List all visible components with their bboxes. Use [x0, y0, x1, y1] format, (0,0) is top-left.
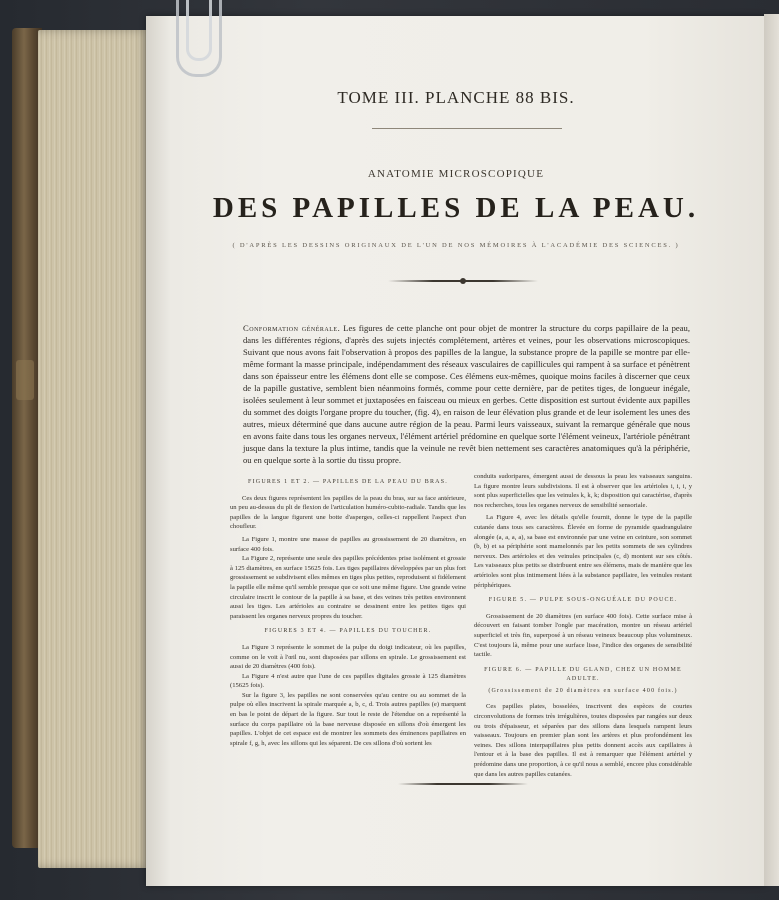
ornament-rule-bottom — [398, 783, 528, 785]
ornament-center — [460, 278, 466, 284]
paragraph: conduits sudoripares, émergent aussi de dessous la peau les vaisseaux sanguins. La figure montre leurs subdivisions. Il est à observer que les artérioles i, i, i, y sont plus superficielles que les veinules k, k, k; disposition qui caractérise, d'après nos recherches, tous les organes nerveux de sensibilité sensoriale. — [474, 473, 692, 509]
title-rule — [372, 128, 562, 129]
paragraph: La Figure 3 représente le sommet de la pulpe du doigt indicateur, où les papilles, comme on le voit à l'œil nu, sont disposées par sillons en spirale. Le grossissement est aussi de 20 diamètres (400 fois). — [230, 643, 466, 671]
cover-worn-spot — [16, 360, 34, 400]
paragraph: La Figure 4 n'est autre que l'une de ces papilles digitales grossie à 125 diamètres (15625 fois). — [230, 672, 466, 690]
paragraph: La Figure 4, avec les détails qu'elle fournit, donne le type de la papille cutanée dans tous ses caractères. Élevée en forme de pyramide quadrangulaire alongée (a, a, a, a), sa base est environnée par une veine en ceinture, son sommet (b, b) et sa périphérie sont mamelonnés par les petits sommets de ses cylindres nerveux. Des artérioles et des veinules principales (c, d) montent sur ses côtés. Les vaisseaux plus petits se distribuent entre ses élémens, mais de manière que les artérioles sont plus intimement liées à la substance papillaire, les veinules restant périphériques. — [474, 514, 692, 589]
intro-text: Les figures de cette planche ont pour objet de montrer la structure du corps papillaire de la peau, dans les différentes régions, d'après des sujets injectés complétement, artères et veines, pour les observations microscopiques. Suivant que nous avons fait l'observation à propos des papilles de la langue, la substance propre de la papille se montre par elle-même formant la masse principale, indépendamment des réseaux vasculaires de capillicules qui rampent à sa surface et pénètrent dans son épaisseur entre les élémens dont elle se compose. Ces élémens eux-mêmes, quoique moins faciles à discerner que ceux de la papille gustative, semblent bien néanmoins formés, comme pour cette dernière, par de petites tiges, de longueur inégale, isolées seulement à leur sommet et juxtaposées en faisceau ou mieux en gerbes. Cette disposition est surtout évidente aux papilles du sommet des doigts l'organe propre du toucher, (fig. 4), en raison de leur élévation plus grande et de leur isolement les unes des autres, mieux déterminé que dans aucune autre région de la peau. Parmi leurs vaisseaux, suivant la remarque générale que nous en avons faite dans tous les organes nerveux, l'élément artériel prédomine en quelque sorte l'élément veineux, l'artériole pénétrant jusque dans la texture la plus intime, tandis que la veinule ne revêt bien nettement ses caractères anatomiques qu'à la périphérie, ou en quelque sorte à la sortie du tissu propre. — [243, 323, 690, 465]
next-page-edge — [764, 14, 779, 886]
section-heading: FIGURE 5. — PULPE SOUS-ONGUÉALE DU POUCE. — [488, 597, 678, 604]
section-heading: FIGURES 3 ET 4. — PAPILLES DU TOUCHER. — [264, 628, 432, 635]
source-note: ( D'APRÈS LES DESSINS ORIGINAUX DE L'UN DE NOS MÉMOIRES À L'ACADÉMIE DES SCIENCES. ) — [232, 242, 680, 249]
intro-lead: Conformation générale. — [243, 323, 341, 333]
section-heading: FIGURES 1 ET 2. — PAPILLES DE LA PEAU DU BRAS. — [248, 479, 448, 485]
page-stack-edge — [38, 30, 150, 868]
subtitle: ANATOMIE MICROSCOPIQUE — [367, 168, 545, 180]
section-subheading: (Grossissement de 20 diamètres en surface 400 fois.) — [488, 687, 678, 694]
paper-clip-inner-icon — [186, 0, 212, 61]
left-column — [230, 472, 466, 748]
paragraph: Ces papilles plates, bosselées, inscrivent des espèces de courtes circonvolutions de formes très irrégulières, toutes disposées par rangées sur deux ou trois d'épaisseur, et séparées par des sillons dans lesquels rampent leurs vaisseaux. Toujours en premier plan sont les artères et plus profondément les veines. Des sillons interpapillaires plus petits donnent accès aux capillaires à l'entour et à la base des papilles. Il est à remarquer que l'élément artériel y prédomine dans une proportion, à ce qu'il nous a semblé, encore plus considérable que dans les autres papilles cutanées. — [474, 703, 692, 778]
intro-paragraph — [243, 322, 690, 466]
paragraph: Grossissement de 20 diamètres (en surface 400 fois). Cette surface mise à découvert en faisant tomber l'ongle par macération, montre un réseau artériel superficiel et très fin, superposé à un réseau veineux beaucoup plus volumineux. C'est toujours là, même pour une surface lisse, l'indice des organes de sensibilité tactile. — [474, 612, 692, 659]
paragraph: La Figure 1, montre une masse de papilles au grossissement de 20 diamètres, en surface 400 fois. — [230, 535, 466, 553]
right-column — [474, 472, 692, 779]
paragraph: La Figure 2, représente une seule des papilles précédentes prise isolément et grossie à 125 diamètres, en surface 15625 fois. Les tiges papillaires développées par un plus fort grossissement se subdivisent elles mêmes en tiges plus petites, reproduisent si fidèlement la papille elle même qu'il semble presque que ce soit une même figure. Une grande veine circulaire inscrit le contour de la papille à sa base, et des veines très petites environnent aussi les tiges. Les artérioles au contraire se dessinent entre les petites tiges qui paraissent les organes nerveux propres du toucher. — [230, 555, 466, 620]
plate-number: TOME III. PLANCHE 88 BIS. — [337, 88, 575, 107]
paragraph: Sur la figure 3, les papilles ne sont conservées qu'au centre ou au sommet de la pulpe où elles inscrivent la spirale marquée a, b, c, d. Trois autres papilles (e) marquent en bas le point de départ de la figure. Sur tout le reste de l'étendue on a représenté la surface du corps papillaire où la base nerveuse disposée en sillons d'où émergent les papilles. L'objet de cet espace est de montrer les sommets des éminences papillaires en spirale f, g, h, avec les sillons qui les séparent. De ces sillons d'où sortent les — [230, 691, 466, 747]
section-heading: FIGURE 6. — PAPILLE DU GLAND, CHEZ UN HOMME ADULTE. — [484, 666, 682, 683]
main-title: DES PAPILLES DE LA PEAU. — [212, 192, 700, 224]
paragraph: Ces deux figures représentent les papilles de la peau du bras, sur sa face antérieure, un peu au-dessus du pli de flexion de l'articulation huméro-cubito-radiale. Tandis que les papilles de la langue figurent une botte d'asperges, celles-ci rappellent l'aspect d'un choufleur. — [230, 494, 466, 531]
